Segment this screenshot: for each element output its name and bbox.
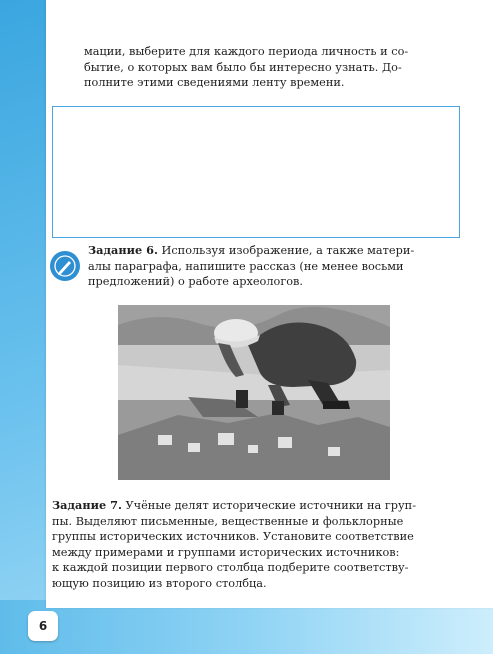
task6-line-2: алы параграфа, напишите рассказ (не менее восьми	[88, 259, 404, 273]
task7-line-1-text: Учёные делят исторические источники на груп-	[121, 499, 417, 512]
task7-line-1	[52, 498, 458, 514]
task6-line-1-text: Используя изображение, а также матери-	[157, 244, 415, 257]
task7-paragraph	[52, 498, 458, 591]
task7-label: Задание 7.	[52, 498, 122, 512]
pen-icon	[50, 251, 80, 281]
archaeologist-photo	[118, 305, 390, 480]
intro-line-3: полните этими сведениями ленту времени.	[84, 76, 345, 89]
bottom-decoration	[0, 600, 493, 654]
task7-line-2: пы. Выделяют письменные, вещественные и фольклорные	[52, 514, 404, 528]
task7-line-6: ющую позицию из второго столбца.	[52, 576, 267, 590]
page-number: 6	[28, 611, 58, 641]
task6-line-1	[88, 243, 458, 259]
answer-box[interactable]	[52, 106, 460, 238]
intro-line-2: бытие, о которых вам было бы интересно узнать. До-	[84, 60, 402, 74]
task6-label: Задание 6.	[88, 243, 158, 257]
task7-line-4: между примерами и группами исторических источников:	[52, 545, 400, 559]
task7-line-5: к каждой позиции первого столбца подберите соответству-	[52, 561, 409, 574]
task6-paragraph	[88, 243, 458, 290]
intro-line-1: мации, выберите для каждого периода личность и со-	[84, 45, 409, 58]
task7-line-3: группы исторических источников. Установите соответствие	[52, 530, 414, 543]
intro-paragraph	[84, 44, 454, 91]
task6-line-3: предложений) о работе археологов.	[88, 275, 304, 288]
